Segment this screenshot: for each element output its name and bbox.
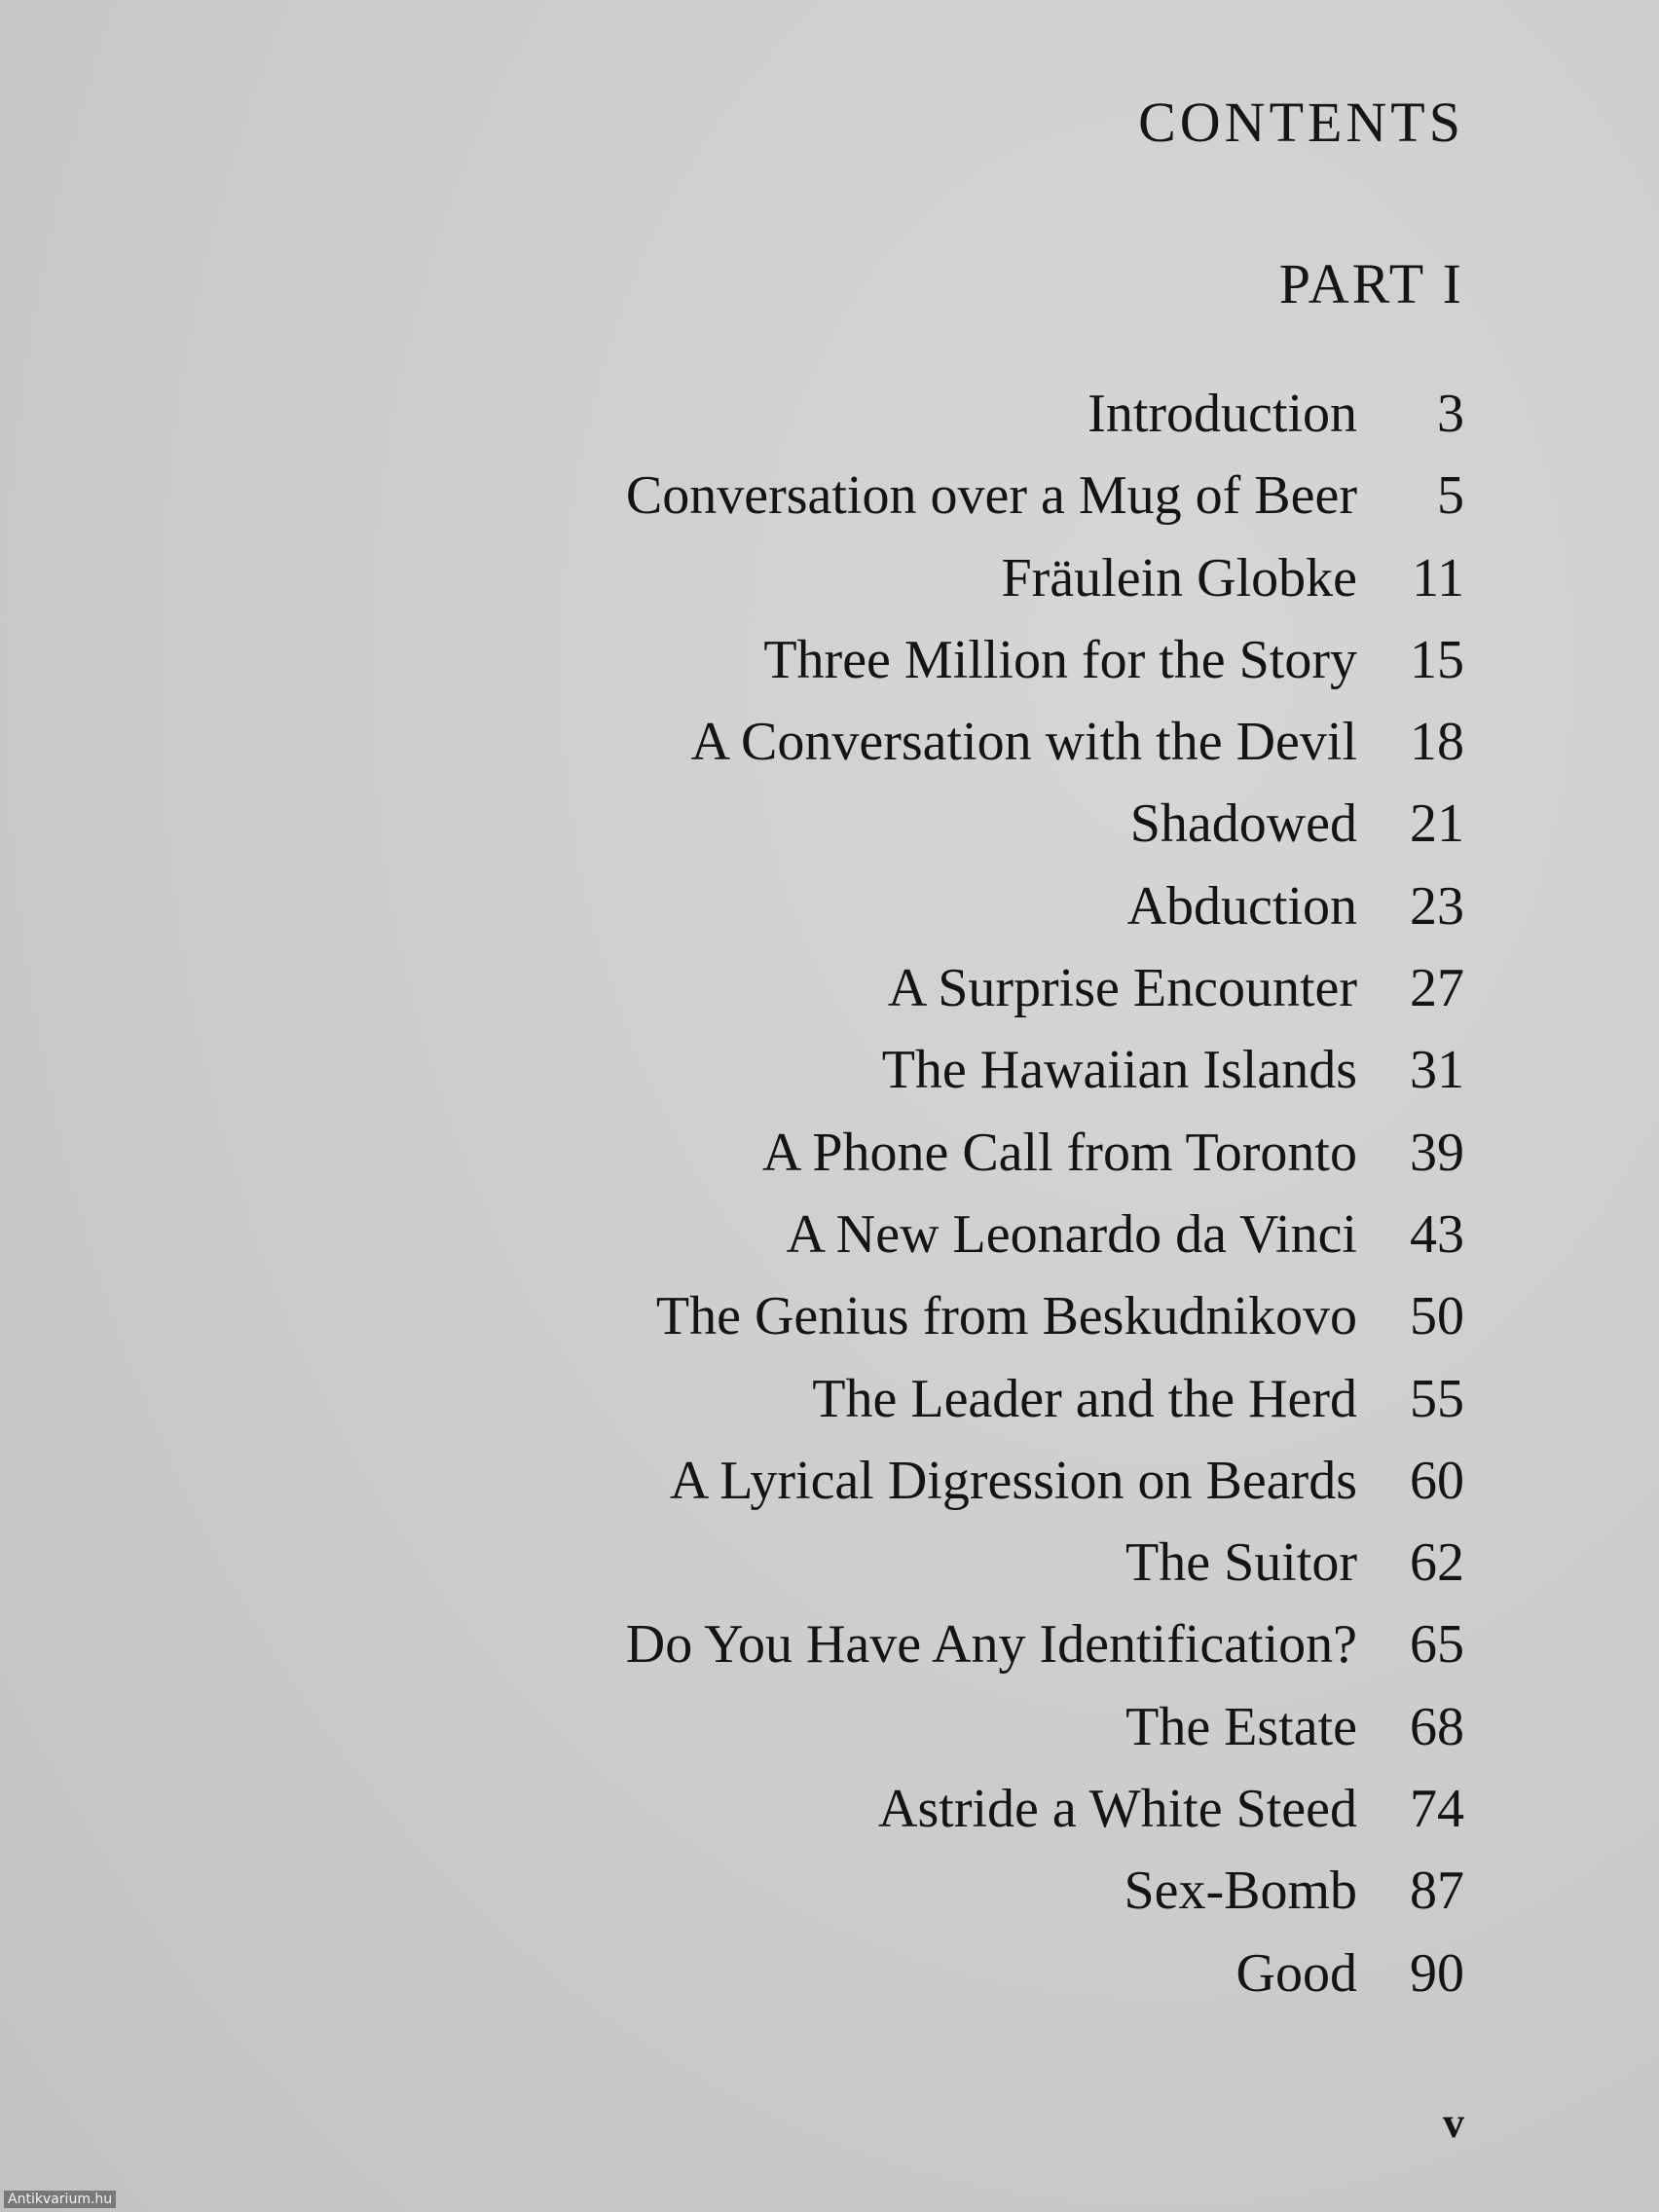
- toc-entry-page: 11: [1412, 547, 1464, 608]
- toc-entry-title: The Suitor: [1125, 1532, 1357, 1594]
- toc-entry: [626, 1522, 1464, 1604]
- toc-entry-title: Good: [1235, 1942, 1357, 2004]
- toc-entry-page: 21: [1410, 793, 1464, 855]
- toc-entry-page: 31: [1410, 1040, 1464, 1101]
- toc-entry: [626, 783, 1464, 865]
- toc-entry-page: 50: [1410, 1286, 1464, 1347]
- toc-entry: [626, 866, 1464, 947]
- toc-entry-title: Astride a White Steed: [878, 1779, 1357, 1840]
- toc-entry-page: 23: [1410, 875, 1464, 937]
- toc-entry: [626, 1194, 1464, 1275]
- toc-entry: [626, 701, 1464, 783]
- toc-entry-title: The Estate: [1125, 1696, 1357, 1757]
- toc-entry: [626, 1275, 1464, 1357]
- toc-entry-title: Fräulein Globke: [1001, 547, 1357, 608]
- toc-entry-title: Shadowed: [1129, 793, 1357, 855]
- toc-entry: [626, 1112, 1464, 1194]
- toc-entry: [626, 455, 1464, 536]
- toc-entry-page: 3: [1437, 384, 1464, 444]
- toc-entry-title: A Conversation with the Devil: [690, 712, 1357, 773]
- toc-entry-title: Three Million for the Story: [763, 629, 1357, 690]
- toc-entry-title: The Leader and the Herd: [812, 1368, 1357, 1429]
- toc-entry-page: 55: [1410, 1368, 1464, 1429]
- table-of-contents: [626, 373, 1464, 2014]
- toc-entry: [626, 1768, 1464, 1850]
- toc-entry: [626, 947, 1464, 1029]
- toc-entry-page: 90: [1410, 1942, 1464, 2004]
- toc-entry-page: 68: [1410, 1696, 1464, 1757]
- toc-entry-page: 39: [1410, 1122, 1464, 1183]
- toc-entry-title: Sex-Bomb: [1124, 1861, 1357, 1922]
- toc-entry: [626, 619, 1464, 701]
- toc-entry-page: 87: [1410, 1861, 1464, 1922]
- toc-entry: [626, 1604, 1464, 1685]
- toc-entry-title: A New Leonardo da Vinci: [786, 1203, 1357, 1265]
- toc-entry-page: 15: [1410, 629, 1464, 690]
- toc-entry-title: Conversation over a Mug of Beer: [625, 465, 1357, 527]
- toc-entry-title: Abduction: [1126, 875, 1357, 937]
- toc-entry-title: The Genius from Beskudnikovo: [655, 1286, 1357, 1347]
- toc-entry-page: 5: [1437, 465, 1464, 527]
- part-heading: PART I: [1278, 252, 1464, 315]
- toc-entry: [626, 1358, 1464, 1440]
- watermark: Antikvarium.hu: [4, 2191, 116, 2208]
- toc-entry-title: A Lyrical Digression on Beards: [669, 1450, 1357, 1511]
- toc-entry: [626, 1440, 1464, 1522]
- toc-entry: [626, 1933, 1464, 2014]
- toc-entry: [626, 1686, 1464, 1768]
- toc-entry: [626, 1850, 1464, 1932]
- toc-entry-title: Introduction: [1088, 384, 1357, 444]
- toc-entry-page: 27: [1410, 958, 1464, 1019]
- toc-entry-title: Do You Have Any Identification?: [625, 1614, 1357, 1676]
- toc-entry: [626, 1029, 1464, 1111]
- toc-entry-page: 65: [1410, 1614, 1464, 1676]
- toc-entry-page: 62: [1410, 1532, 1464, 1594]
- page-folio: v: [1443, 2099, 1464, 2147]
- toc-entry: [626, 537, 1464, 619]
- toc-entry-page: 43: [1410, 1203, 1464, 1265]
- toc-entry-title: A Phone Call from Toronto: [761, 1122, 1357, 1183]
- toc-entry-title: A Surprise Encounter: [887, 958, 1357, 1019]
- contents-heading: CONTENTS: [1138, 91, 1464, 154]
- toc-entry-title: The Hawaiian Islands: [881, 1040, 1357, 1101]
- toc-entry: [626, 373, 1464, 455]
- toc-entry-page: 74: [1410, 1779, 1464, 1840]
- toc-entry-page: 18: [1410, 712, 1464, 773]
- toc-entry-page: 60: [1410, 1450, 1464, 1511]
